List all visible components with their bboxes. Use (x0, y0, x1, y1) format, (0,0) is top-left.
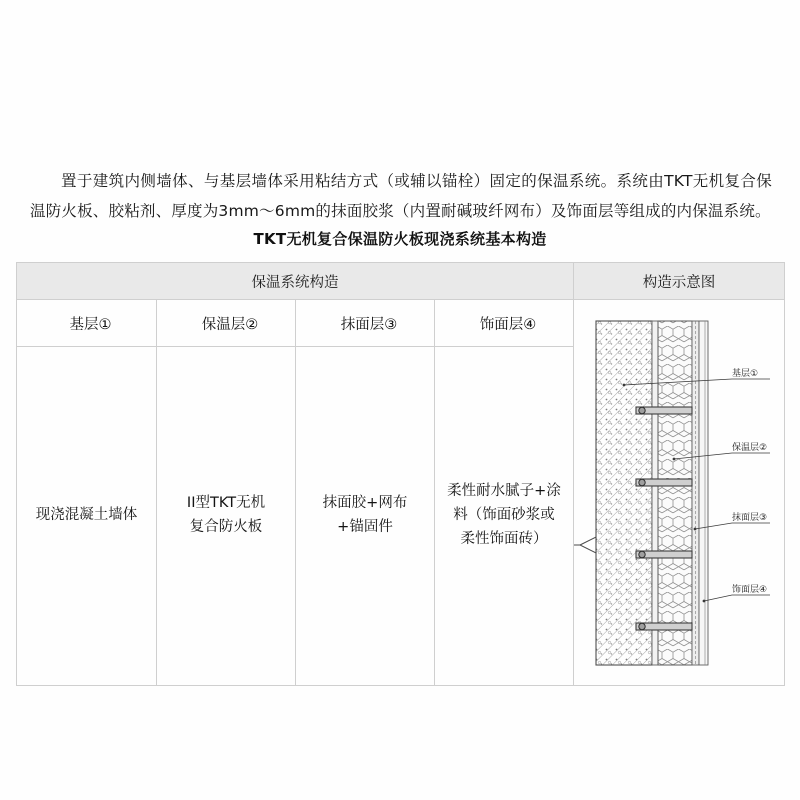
cell-finish-value (435, 347, 574, 686)
construction-diagram (574, 307, 784, 679)
group-header-system-structure: 保温系统构造 (17, 263, 574, 300)
group-header-diagram: 构造示意图 (574, 263, 785, 300)
cell-insulation-value (157, 347, 296, 686)
wall-section-svg (574, 307, 783, 679)
column-header-plaster: 抹面层③ (296, 300, 435, 347)
cell-finish-line-2: 料（饰面砂浆或 (453, 507, 555, 524)
diagram-label-finish: 饰面层④ (732, 584, 768, 595)
table-group-header-row (17, 263, 785, 300)
cell-insulation-line-2: 复合防火板 (189, 519, 263, 535)
cell-plaster-value (296, 347, 435, 686)
structure-table (16, 262, 785, 686)
diagram-label-plaster: 抹面层③ (732, 512, 768, 523)
cell-plaster-line-1: 抹面胶+网布 (322, 495, 408, 512)
cell-insulation-line-1: II型TKT无机 (186, 495, 266, 512)
table-title: TKT无机复合保温防火板现浇系统基本构造 (253, 230, 547, 248)
diagram-label-insulation: 保温层② (732, 442, 768, 453)
intro-paragraph: 置于建筑内侧墙体、与基层墙体采用粘结方式（或辅以锚栓）固定的保温系统。系统由TKT无机复合保温防火板、胶粘剂、厚度为3mm～6mm的抹面胶浆（内置耐碱玻纤网布）及饰面层等组成的内保温系统。 (30, 171, 772, 220)
cell-base-value (17, 347, 157, 686)
column-header-insulation: 保温层② (157, 300, 296, 347)
column-header-base: 基层① (17, 300, 157, 347)
cell-base-line-1: 现浇混凝土墙体 (35, 507, 138, 524)
cell-finish-line-3: 柔性饰面砖） (460, 530, 548, 547)
cell-plaster-line-2: +锚固件 (337, 519, 393, 535)
diagram-label-base: 基层① (732, 368, 759, 379)
cell-finish-line-1: 柔性耐水腻子+涂 (447, 483, 561, 500)
diagram-cell (574, 300, 785, 686)
table-column-header-row (17, 300, 785, 347)
column-header-finish: 饰面层④ (435, 300, 574, 347)
